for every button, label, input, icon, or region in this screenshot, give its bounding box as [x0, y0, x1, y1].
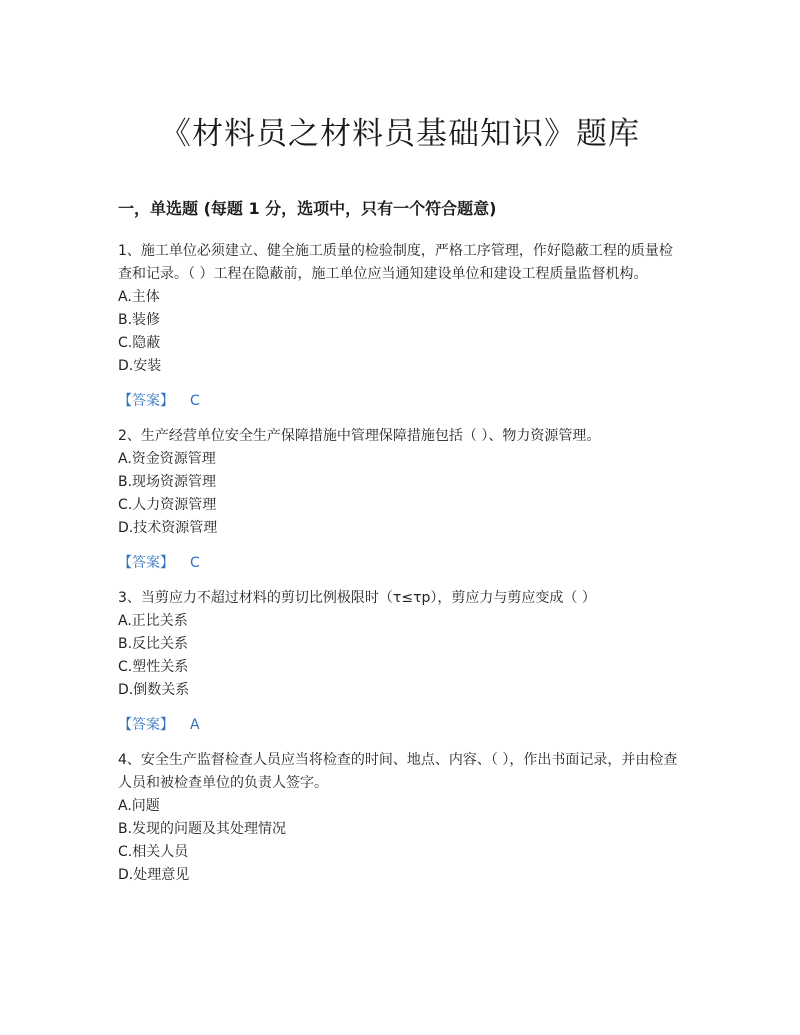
option-b: B.发现的问题及其处理情况 [118, 821, 287, 837]
option-a: A.资金资源管理 [118, 451, 216, 467]
answer-label: 【答案】 [118, 555, 174, 571]
option-a: A.问题 [118, 798, 160, 814]
option-d: D.安装 [118, 358, 162, 374]
question-stem: 3、当剪应力不超过材料的剪切比例极限时（τ≤τp），剪应力与剪应变成（ ） [118, 590, 596, 606]
option-c: C.人力资源管理 [118, 497, 217, 513]
option-c: C.塑性关系 [118, 659, 189, 675]
question-stem: 1、施工单位必须建立、健全施工质量的检验制度，严格工序管理，作好隐蔽工程的质量检查和记录。（ ）工程在隐蔽前，施工单位应当通知建设单位和建设工程质量监督机构。 [118, 243, 673, 282]
option-a: A.主体 [118, 289, 160, 305]
question-4 [118, 749, 683, 887]
answer-value: C [190, 555, 200, 571]
answer-line [118, 390, 683, 413]
option-a: A.正比关系 [118, 613, 188, 629]
answer-label: 【答案】 [118, 717, 174, 733]
option-c: C.隐蔽 [118, 335, 161, 351]
answer-value: A [190, 717, 200, 733]
answer-line [118, 714, 683, 737]
question-2 [118, 425, 683, 575]
answer-label: 【答案】 [118, 393, 174, 409]
question-stem: 4、安全生产监督检查人员应当将检查的时间、地点、内容、（ ），作出书面记录，并由检查人员和被检查单位的负责人签字。 [118, 752, 678, 791]
question-3 [118, 587, 683, 737]
option-d: D.处理意见 [118, 867, 190, 883]
option-b: B.反比关系 [118, 636, 189, 652]
document-title: 《材料员之材料员基础知识》题库 [160, 116, 640, 152]
option-c: C.相关人员 [118, 844, 189, 860]
question-1 [118, 240, 683, 413]
option-b: B.装修 [118, 312, 161, 328]
answer-value: C [190, 393, 200, 409]
option-b: B.现场资源管理 [118, 474, 217, 490]
question-list [118, 240, 683, 887]
option-d: D.技术资源管理 [118, 520, 218, 536]
question-stem: 2、生产经营单位安全生产保障措施中管理保障措施包括（ ）、物力资源管理。 [118, 428, 601, 444]
answer-line [118, 552, 683, 575]
section-heading: 一，单选题 (每题 1 分，选项中，只有一个符合题意) [118, 199, 497, 218]
option-d: D.倒数关系 [118, 682, 190, 698]
